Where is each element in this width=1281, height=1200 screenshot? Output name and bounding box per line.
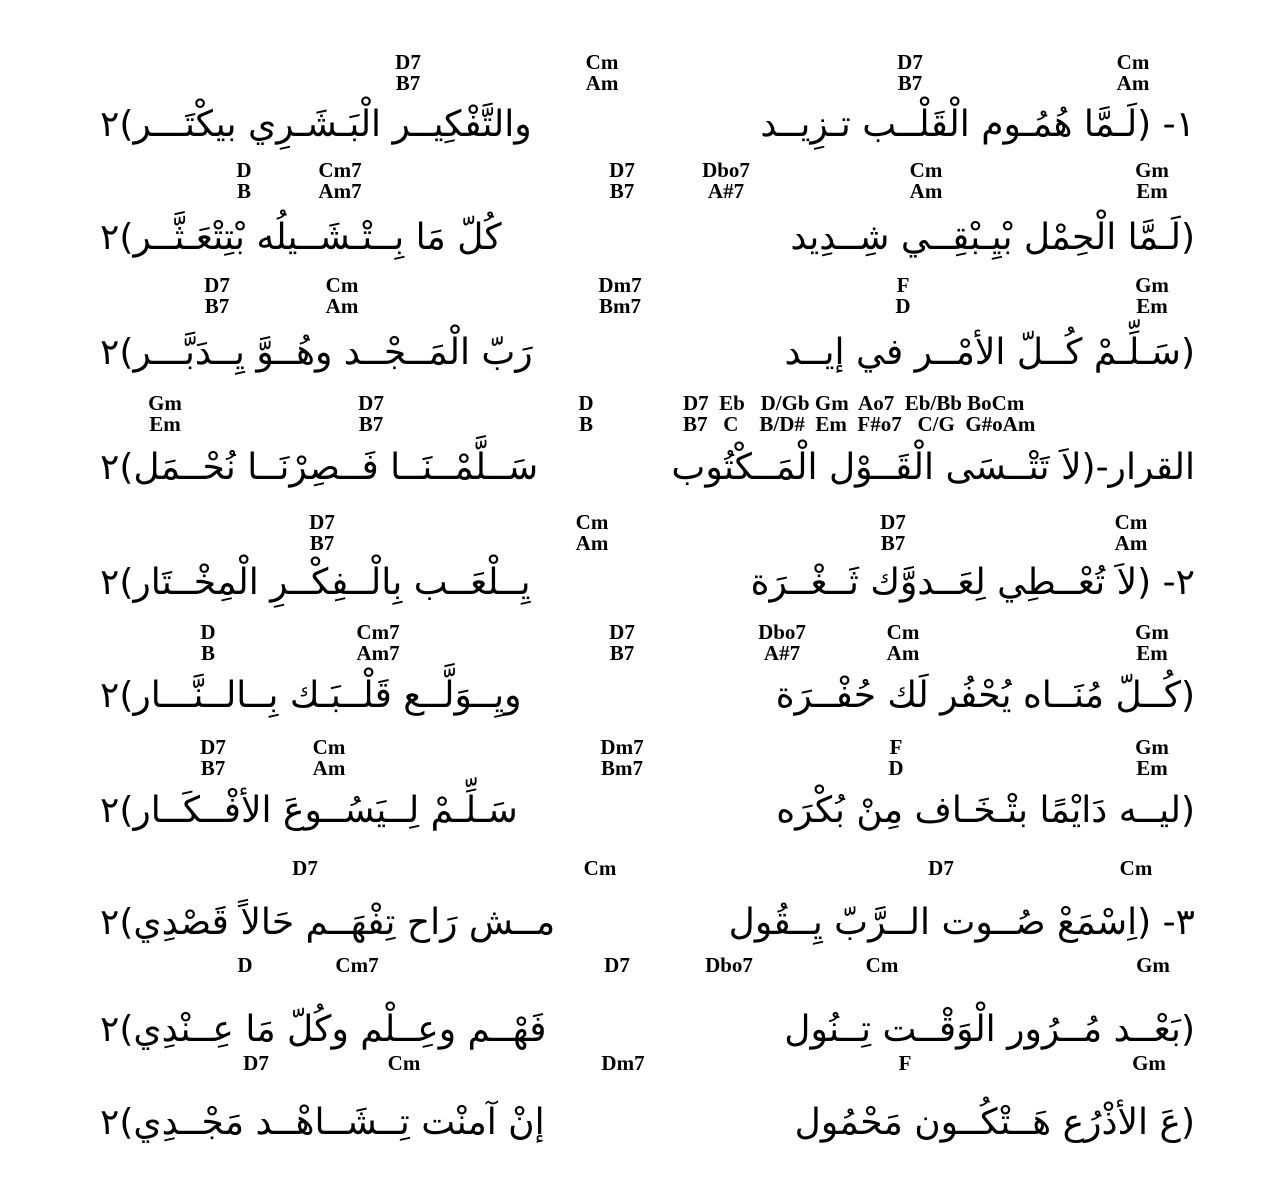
chord-label [356,622,399,664]
chord-transposed: Am [575,531,609,555]
chord-label [578,393,593,435]
chord-primary: Dm7 [601,1051,645,1075]
chord-transposed: Bm7 [598,294,641,318]
chord-label [609,160,635,202]
lyric-line-right: (سَـلِّـمْ كُــلّ الأمْــر في إيــد [784,332,1195,373]
chord-transposed: Am [909,179,943,203]
chord-transposed: Em [1136,179,1168,203]
lyric-line-left: كُلّ مَا بِــتْـشَــيلُه بْتِتْعَـثَّــر)٢ [100,217,502,258]
lyric-line-left: ويِــوَلَّــع قَلْــبَـك بِــالــنَّـــار)٢ [100,675,522,716]
chord-label [326,275,359,317]
chord-primary: Cm [583,856,617,880]
chord-transposed: Em [149,412,181,436]
lyric-line-right: (عَ الأذْرُع هَــتْكُــون مَحْمُول [794,1102,1195,1143]
lyric-line-right: (كُــلّ مُنَــاه يُحْفُر لَك حُفْــرَة [775,675,1195,716]
chord-primary: Dbo7 [758,620,806,644]
chord-label [866,955,899,976]
chord-primary: D7 [309,510,335,534]
chord-primary: Gm [1136,953,1170,977]
chord-transposed: B7 [395,71,421,95]
lyric-line-right: (ليــه دَايْمًا بتْـخَـاف مِنْ بُكْرَه [776,790,1195,831]
chord-primary: Cm7 [318,158,362,182]
lyric-line-left: يِــلْعَــب بِالْــفِكْــرِ الْمِخْــتَار)٢ [100,562,531,603]
chord-label [1132,1053,1166,1074]
chord-transposed: Am [312,756,346,780]
chord-label [292,858,318,879]
chord-transposed: B [578,412,594,436]
chord-label [601,1053,644,1074]
chord-primary: Gm [1135,273,1169,297]
chord-transposed: B7 [897,71,923,95]
chord-label [388,1053,421,1074]
chord-primary: Cm [1114,510,1148,534]
chord-primary: D [236,158,252,182]
chord-primary: F [889,735,903,759]
chord-label [1135,275,1169,317]
chord-label [1135,622,1169,664]
chord-primary: D [578,391,594,415]
chord-label [1135,737,1169,779]
chord-transposed: Am [585,71,619,95]
chord-label [910,160,943,202]
chord-primary: D7 [243,1051,269,1075]
chord-label [609,622,635,664]
chord-label [200,737,226,779]
chord-label [1115,512,1148,554]
chord-primary: D7 [609,158,635,182]
chord-label [598,275,641,317]
chord-transposed: Em [1136,641,1168,665]
lyric-line-left: فَهْــم وعِــلْم وكُلّ مَا عِــنْدِي)٢ [100,1009,547,1050]
chord-primary: D [237,953,253,977]
lyric-line-right: (لَـمَّا الْحِمْل بْيِـبْقِــي شِــدِيد [790,217,1195,258]
chord-label [237,955,252,976]
chord-primary: Cm [1116,50,1150,74]
chord-transposed: Am [325,294,359,318]
lyric-line-left: سَــلَّمْــنَــا فَــصِرْنَــا نُحْــمَل)٢ [100,447,539,488]
chord-label [584,858,617,879]
chord-primary: D7 [880,510,906,534]
chord-primary: Cm [387,1051,421,1075]
chord-primary: D7 [604,953,630,977]
lyric-line-right: القرار-(لاَ تَتْــسَى الْقَــوْل الْمَــكْتُوب [671,447,1195,488]
chord-label [335,955,378,976]
chord-label [600,737,643,779]
chord-label [586,52,619,94]
chord-transposed: B7 [609,179,635,203]
lyric-line-right: ٣- (اِسْمَعْ صُــوت الــرَّبّ يِــقُول [728,902,1195,943]
chord-transposed: B7 [358,412,384,436]
lyric-line-left: سَـلِّـمْ لِــيَسُــوعَ الأفْــكَــار)٢ [100,790,518,831]
chord-transposed: A#7 [707,179,745,203]
chord-primary: Gm [1135,158,1169,182]
chord-label [604,955,630,976]
chord-transposed: B7 [609,641,635,665]
chord-transposed: B [236,179,252,203]
chord-primary: D7 [395,50,421,74]
chord-label [318,160,361,202]
chord-label [897,52,923,94]
chord-transposed: B [200,641,216,665]
chord-label [243,1053,269,1074]
chord-transposed: Em [1136,756,1168,780]
chord-primary: D7 [204,273,230,297]
chord-primary: Dbo7 [702,158,750,182]
chord-primary: Cm [1119,856,1153,880]
chord-primary: Dm7 [600,735,644,759]
lyric-line-left: إنْ آمنْت تِــشَــاهْــد مَجْــدِي)٢ [100,1102,545,1143]
chord-label [702,160,750,202]
lyric-line-left: رَبّ الْمَــجْــد وهُــوَّ يِــدَبَّـــر)٢ [100,332,533,373]
chord-label [395,52,421,94]
chord-transposed: B7 [309,531,335,555]
chord-primary: Cm [575,510,609,534]
chord-transposed: Am [1114,531,1148,555]
chord-label [236,160,251,202]
chord-primary: D7 [358,391,384,415]
chord-primary: D7 [200,735,226,759]
chord-label [887,622,920,664]
lyric-line-right: ٢- (لاَ تُعْــطِي لِعَــدوَّك ثَــغْــرَة [750,562,1195,603]
chord-transposed: Am [886,641,920,665]
chord-primary: Dm7 [598,273,642,297]
chord-primary: D7 [609,620,635,644]
chord-transposed: Am7 [318,179,362,203]
chord-primary: D7 [292,856,318,880]
chord-transposed: Am7 [356,641,400,665]
chord-group-line-transposed: B7 C B/D# Em F#o7 C/G G#oAm [683,412,1036,436]
chord-transposed: D [895,294,911,318]
chord-primary: Cm [312,735,346,759]
chord-label [576,512,609,554]
chord-group-line: D7 Eb D/Gb Gm Ao7 Eb/Bb BoCm [683,391,1025,415]
chord-primary: Gm [1135,620,1169,644]
chord-label [1117,52,1150,94]
chord-label [705,955,753,976]
chord-primary: Dbo7 [705,953,753,977]
chord-label [895,275,910,317]
lyric-line-right: (بَعْــد مُــرُور الْوَقْــت تِــنُول [784,1009,1195,1050]
chord-primary: Cm [585,50,619,74]
chord-transposed: Em [1136,294,1168,318]
chord-transposed: Bm7 [600,756,643,780]
chord-primary: F [898,1051,912,1075]
chord-primary: Cm7 [356,620,400,644]
chord-label [928,858,954,879]
chord-transposed: Am [1116,71,1150,95]
chord-label [899,1053,912,1074]
chord-label [148,393,182,435]
chord-label [880,512,906,554]
chord-primary: Cm7 [335,953,379,977]
chord-label [200,622,215,664]
lyric-line-left: مــش رَاح تِفْهَــم حَالاً قَصْدِي)٢ [100,902,556,943]
chord-primary: Cm [886,620,920,644]
chord-label [888,737,903,779]
chord-primary: Cm [909,158,943,182]
chord-primary: D7 [897,50,923,74]
chord-label [309,512,335,554]
chord-label [358,393,384,435]
chord-label [1120,858,1153,879]
lyric-line-left: والتَّفْكِيــر الْبَـشَـرِي بيكْتَـــر)٢ [100,104,532,145]
chord-primary: Gm [1135,735,1169,759]
chord-primary: F [896,273,910,297]
chord-transposed: B7 [200,756,226,780]
chord-label [1136,955,1170,976]
chord-transposed: D [888,756,904,780]
chord-primary: Gm [1132,1051,1166,1075]
chord-transposed: B7 [880,531,906,555]
chord-transposed: B7 [204,294,230,318]
chord-primary: Cm [865,953,899,977]
chord-primary: Gm [148,391,182,415]
chord-primary: Cm [325,273,359,297]
chord-label [313,737,346,779]
chord-label [1135,160,1169,202]
chord-transposed: A#7 [763,641,801,665]
chord-primary: D [200,620,216,644]
chord-label [204,275,230,317]
lyric-line-right: ١- (لَـمَّا هُمُـوم الْقَلْــب تـزِيــد [760,104,1195,145]
chord-primary: D7 [928,856,954,880]
chord-label [758,622,806,664]
